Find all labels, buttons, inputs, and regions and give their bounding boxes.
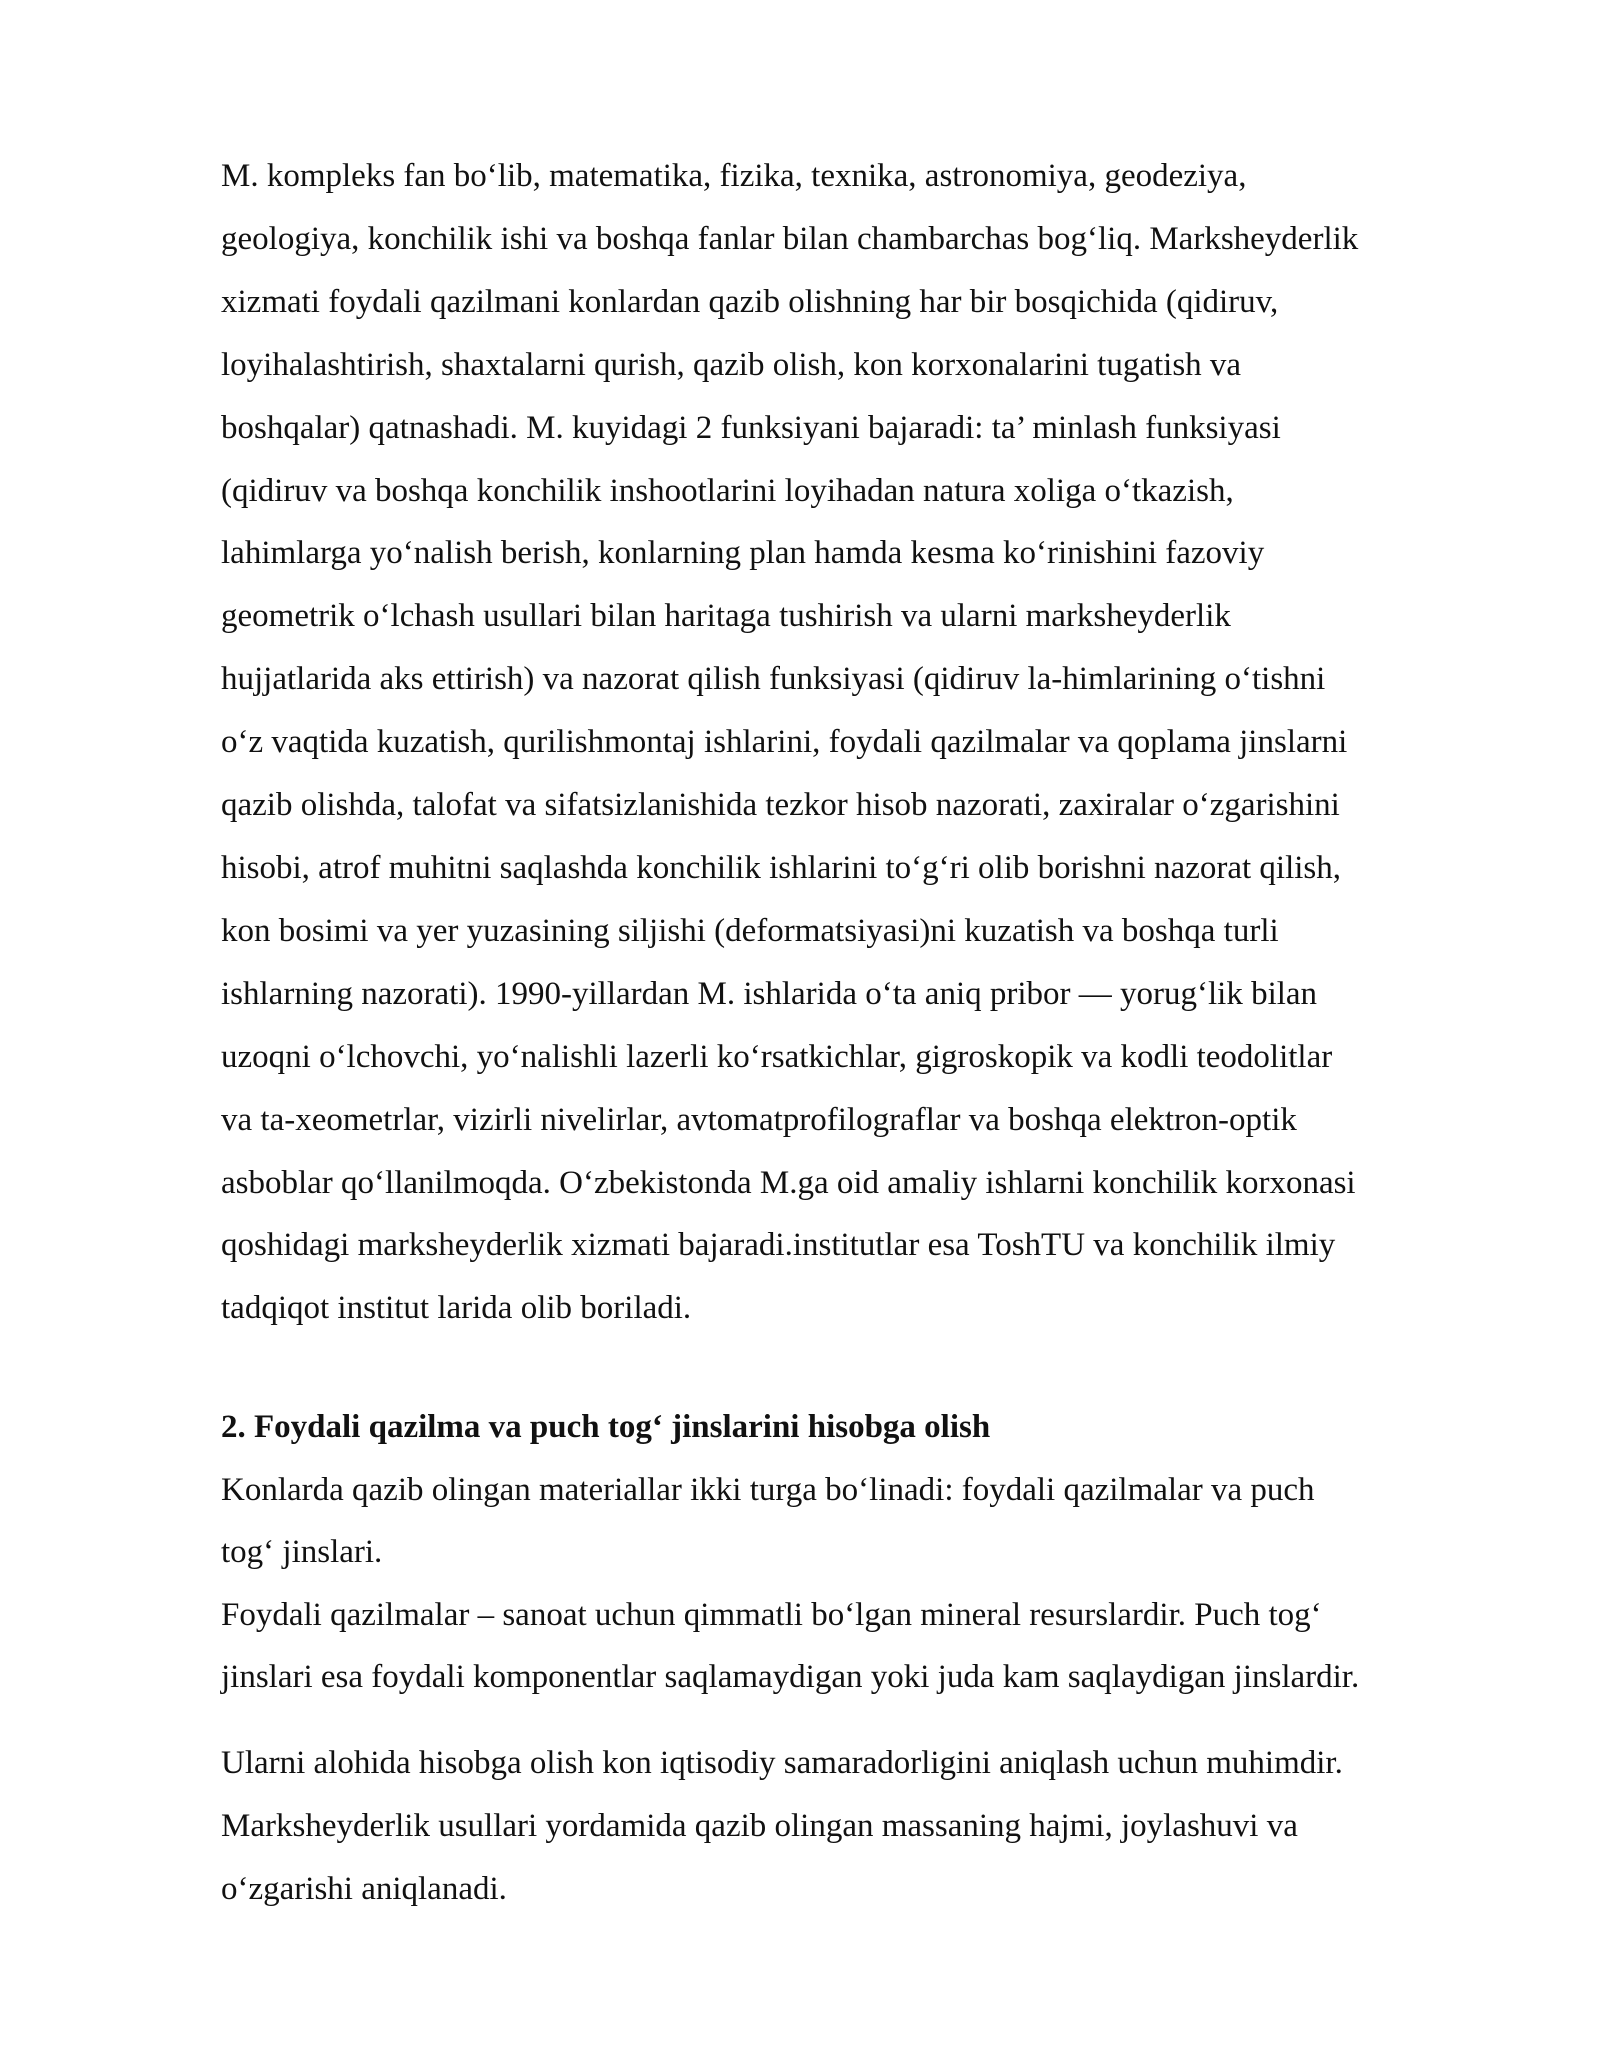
text-line: uzoqni o‘lchovchi, yo‘nalishli lazerli ko‘rsatkichlar, gigroskopik va kodli teodolitlar xyxy=(221,1038,1333,1075)
text-line: Marksheyderlik usullari yordamida qazib olingan massaning hajmi, joylashuvi va xyxy=(221,1808,1298,1844)
section-heading: 2. Foydali qazilma va puch tog‘ jinslarini hisobga olish xyxy=(221,1409,991,1445)
body-paragraph-marksheyderlik xyxy=(221,145,1506,1340)
text-line: Konlarda qazib olingan materiallar ikki turga bo‘linadi: foydali qazilmalar va puch xyxy=(221,1471,1315,1508)
text-line: xizmati foydali qazilmani konlardan qazib olishning har bir bosqichida (qidiruv, xyxy=(221,283,1279,320)
text-line: va ta-xeometrlar, vizirli nivelirlar, avtomatprofilograflar va boshqa elektron-optik xyxy=(221,1101,1297,1138)
text-line: geologiya, konchilik ishi va boshqa fanlar bilan chambarchas bog‘liq. Marksheyderlik xyxy=(221,220,1359,257)
section-foydali-qazilma xyxy=(221,1396,1506,1709)
text-line: jinslari esa foydali komponentlar saqlamaydigan yoki juda kam saqlaydigan jinslardir. xyxy=(221,1659,1360,1695)
text-line: boshqalar) qatnashadi. M. kuyidagi 2 funksiyani bajaradi: ta’ minlash funksiyasi xyxy=(221,409,1281,446)
text-line: ishlarning nazorati). 1990-yillardan M. ishlarida o‘ta aniq pribor — yorug‘lik bilan xyxy=(221,975,1318,1012)
text-line: asboblar qo‘llanilmoqda. O‘zbekistonda M.ga oid amaliy ishlarni konchilik korxonasi xyxy=(221,1164,1356,1201)
body-paragraph-hisobga-olish xyxy=(221,1732,1506,1921)
text-line: hisobi, atrof muhitni saqlashda konchilik ishlarini to‘g‘ri olib borishni nazorat qilish, xyxy=(221,849,1342,886)
text-line: qazib olishda, talofat va sifatsizlanishida tezkor hisob nazorati, zaxiralar o‘zgarishini xyxy=(221,787,1340,824)
text-line: kon bosimi va yer yuzasining siljishi (deformatsiyasi)ni kuzatish va boshqa turli xyxy=(221,912,1279,949)
text-line: tadqiqot institut larida olib boriladi. xyxy=(221,1290,692,1327)
text-line: tog‘ jinslari. xyxy=(221,1534,383,1570)
text-line: o‘zgarishi aniqlanadi. xyxy=(221,1871,507,1907)
text-line: Foydali qazilmalar – sanoat uchun qimmatli bo‘lgan mineral resurslardir. Puch tog‘ xyxy=(221,1596,1322,1633)
text-line: loyihalashtirish, shaxtalarni qurish, qazib olish, kon korxonalarini tugatish va xyxy=(221,346,1242,383)
text-line: (qidiruv va boshqa konchilik inshootlarini loyihadan natura xoliga o‘tkazish, xyxy=(221,472,1234,509)
text-line: Ularni alohida hisobga olish kon iqtisodiy samaradorligini aniqlash uchun muhimdir. xyxy=(221,1745,1343,1781)
text-line: hujjatlarida aks ettirish) va nazorat qilish funksiyasi (qidiruv la-himlarining o‘tishni xyxy=(221,661,1326,698)
text-line: geometrik o‘lchash usullari bilan haritaga tushirish va ularni marksheyderlik xyxy=(221,598,1231,635)
text-line: lahimlarga yo‘nalish berish, konlarning plan hamda kesma ko‘rinishini fazoviy xyxy=(221,535,1265,572)
text-line: o‘z vaqtida kuzatish, qurilishmontaj ishlarini, foydali qazilmalar va qoplama jinslarni xyxy=(221,724,1348,761)
text-line: M. kompleks fan bo‘lib, matematika, fizika, texnika, astronomiya, geodeziya, xyxy=(221,158,1247,194)
text-line: qoshidagi marksheyderlik xizmati bajaradi.institutlar esa ToshTU va konchilik ilmiy xyxy=(221,1227,1336,1264)
